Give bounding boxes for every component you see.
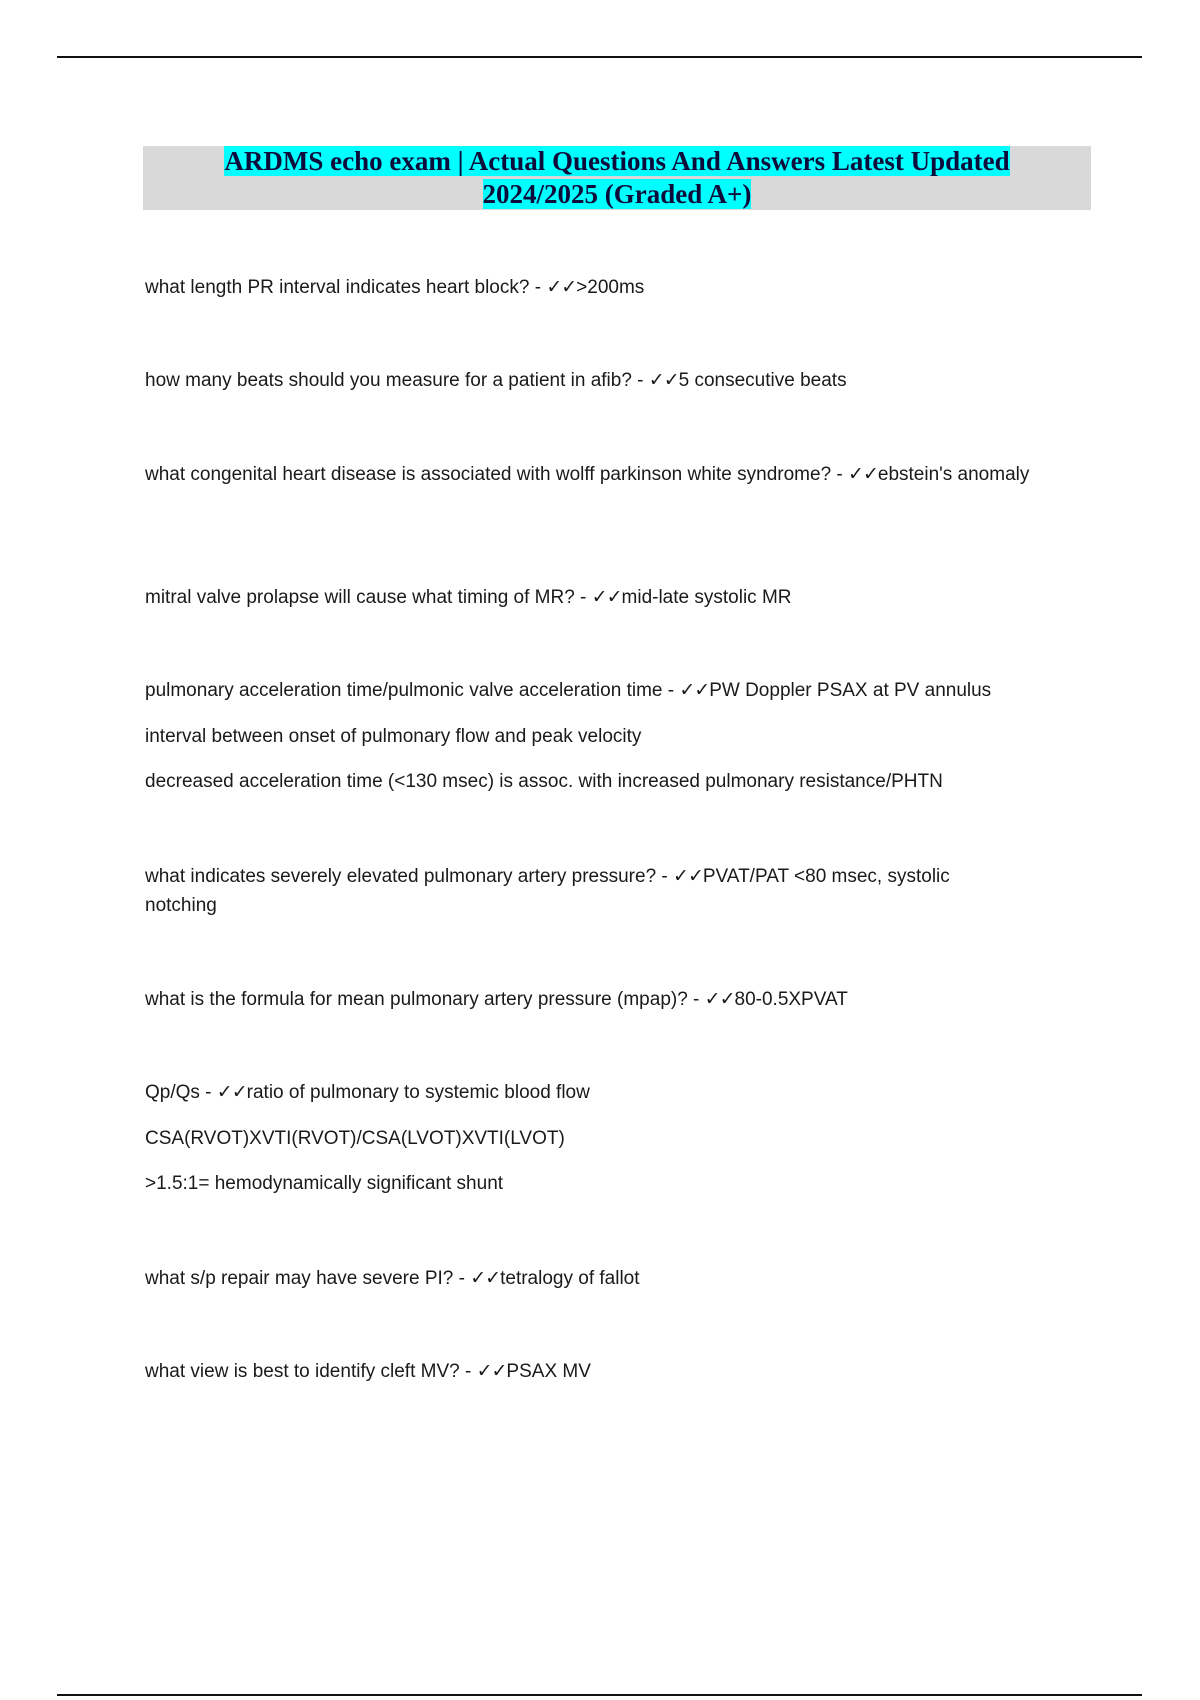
qa-item (145, 583, 1075, 612)
double-check-icon: ✓✓ (470, 1268, 501, 1289)
question-text: what is the formula for mean pulmonary artery pressure (mpap)? - (145, 989, 705, 1010)
double-check-icon: ✓✓ (679, 680, 710, 701)
question-text: what indicates severely elevated pulmonary artery pressure? - (145, 866, 674, 887)
double-check-icon: ✓✓ (476, 1361, 507, 1382)
qa-item (145, 676, 1075, 705)
qa-extra-line (145, 1124, 1075, 1153)
extra-text: >1.5:1= hemodynamically significant shunt (145, 1173, 504, 1194)
answer-text: PVAT/PAT <80 msec, systolic notching (145, 866, 950, 916)
qa-item (145, 1078, 1075, 1107)
qa-extra-line (145, 722, 1075, 751)
title-line-2: 2024/2025 (Graded A+) (482, 179, 752, 209)
double-check-icon: ✓✓ (216, 1082, 247, 1103)
question-text: what view is best to identify cleft MV? - (145, 1361, 477, 1382)
double-check-icon: ✓✓ (648, 370, 679, 391)
qa-line (145, 460, 1045, 489)
bottom-rule (57, 1694, 1142, 1696)
qa-line (145, 366, 1075, 395)
double-check-icon: ✓✓ (673, 866, 703, 887)
question-text: how many beats should you measure for a patient in afib? - (145, 370, 649, 391)
answer-text: 5 consecutive beats (678, 370, 847, 391)
answer-text: mid-late systolic MR (621, 587, 792, 608)
qa-line (145, 1078, 1075, 1107)
answer-text: PW Doppler PSAX at PV annulus (709, 680, 992, 701)
double-check-icon: ✓✓ (546, 277, 577, 298)
qa-line (145, 985, 1075, 1014)
double-check-icon: ✓✓ (591, 587, 622, 608)
double-check-icon: ✓✓ (704, 989, 735, 1010)
answer-text: >200ms (576, 277, 645, 298)
answer-text: tetralogy of fallot (500, 1268, 640, 1289)
qa-line (145, 1264, 1075, 1293)
qa-line (145, 1357, 1075, 1386)
title-banner (143, 146, 1091, 210)
answer-text: ratio of pulmonary to systemic blood flow (246, 1082, 590, 1103)
double-check-icon: ✓✓ (848, 464, 878, 485)
question-text: pulmonary acceleration time/pulmonic valve acceleration time - (145, 680, 680, 701)
question-text: Qp/Qs - (145, 1082, 217, 1103)
top-rule (57, 56, 1142, 58)
question-text: mitral valve prolapse will cause what timing of MR? - (145, 587, 592, 608)
title-line-1: ARDMS echo exam | Actual Questions And Answers Latest Updated (224, 146, 1010, 176)
document-title (187, 145, 1047, 211)
extra-text: decreased acceleration time (<130 msec) is assoc. with increased pulmonary resistance/PHTN (145, 771, 943, 792)
extra-text: interval between onset of pulmonary flow and peak velocity (145, 726, 642, 747)
qa-item (145, 460, 1045, 489)
question-text: what s/p repair may have severe PI? - (145, 1268, 471, 1289)
qa-line (145, 676, 1075, 705)
question-text: what length PR interval indicates heart block? - (145, 277, 547, 298)
qa-line (145, 862, 1025, 920)
answer-text: PSAX MV (506, 1361, 591, 1382)
qa-item (145, 1357, 1075, 1386)
answer-text: ebstein's anomaly (877, 464, 1030, 485)
qa-item (145, 862, 1025, 920)
qa-item (145, 985, 1075, 1014)
qa-item (145, 366, 1075, 395)
qa-line (145, 273, 1075, 302)
qa-item (145, 1264, 1075, 1293)
qa-item (145, 273, 1075, 302)
question-text: what congenital heart disease is associated with wolff parkinson white syndrome? - (145, 464, 849, 485)
answer-text: 80-0.5XPVAT (734, 989, 848, 1010)
qa-line (145, 583, 1075, 612)
qa-extra-line (145, 767, 1075, 796)
qa-extra-line (145, 1169, 1075, 1198)
extra-text: CSA(RVOT)XVTI(RVOT)/CSA(LVOT)XVTI(LVOT) (145, 1128, 565, 1149)
